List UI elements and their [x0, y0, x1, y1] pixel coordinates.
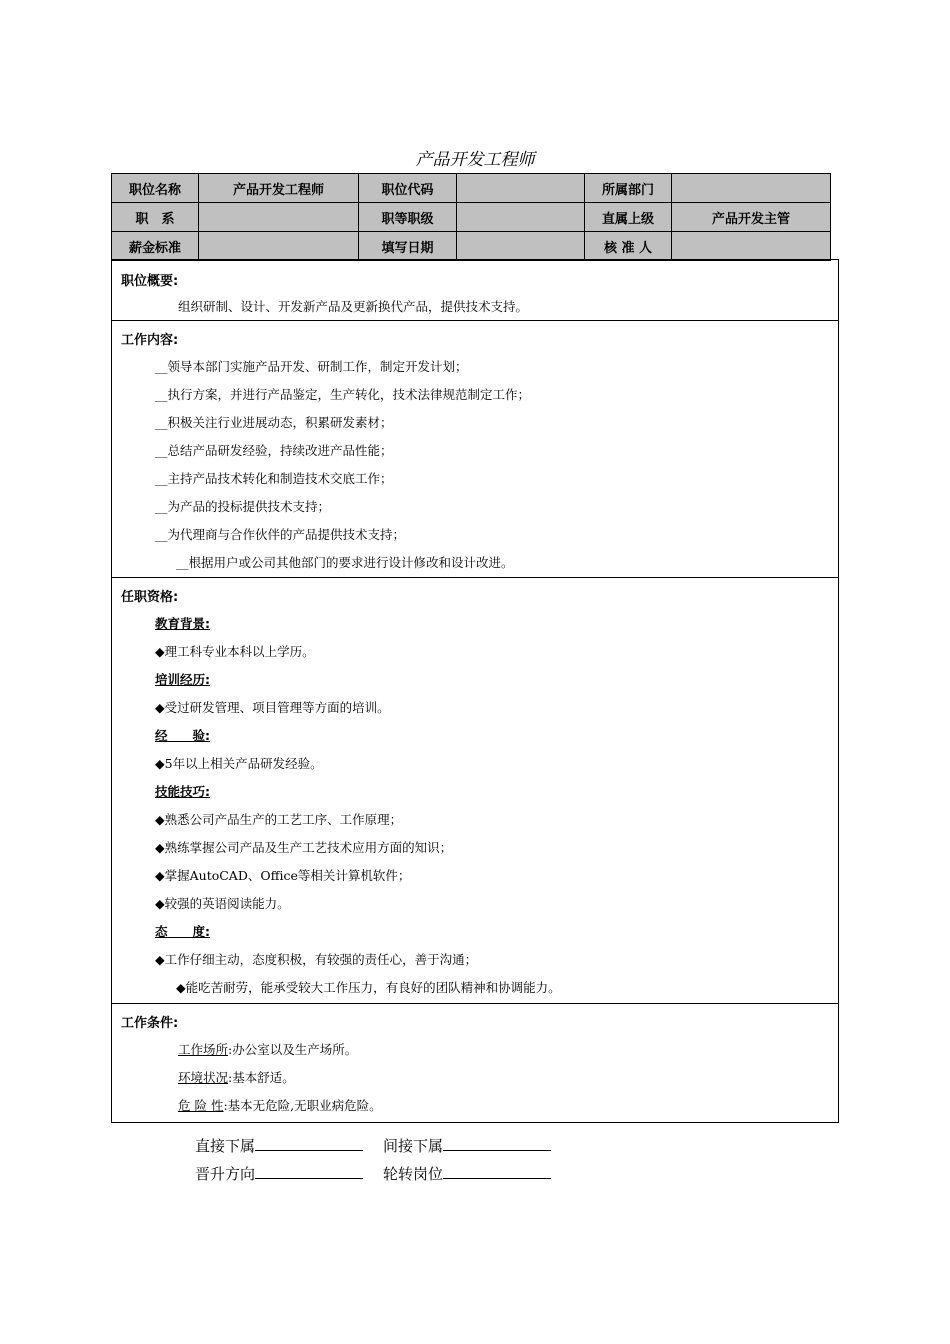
training-text: ◆受过研发管理、项目管理等方面的培训。 [155, 700, 390, 715]
document-title: 产品开发工程师 [415, 150, 535, 170]
content-box [111, 259, 839, 1123]
rotation-blank [443, 1164, 551, 1179]
duty-item: __为产品的投标提供技术支持； [155, 499, 331, 514]
experience-text: ◆5年以上相关产品研发经验。 [155, 756, 323, 771]
direct-sub-label: 直接下属 [195, 1137, 256, 1155]
header-row-2 [112, 203, 831, 232]
workplace-value: :办公室以及生产场所。 [228, 1042, 358, 1057]
direct-sub-blank [255, 1136, 363, 1151]
section-overview [112, 259, 838, 320]
section-duties [112, 320, 838, 577]
duty-item: __执行方案，并进行产品鉴定，生产转化，技术法律规范制定工作； [155, 387, 531, 402]
value-department [672, 174, 831, 203]
experience-label: 经 验: [155, 728, 210, 743]
overview-title: 职位概要: [121, 274, 179, 289]
footer-direct-sub [195, 1135, 363, 1156]
attitude-label: 态 度: [155, 924, 210, 939]
attitude-item: ◆工作仔细主动，态度积极，有较强的责任心，善于沟通； [155, 952, 478, 967]
environment-line [178, 1068, 295, 1086]
indirect-sub-blank [443, 1136, 551, 1151]
duty-item: __积极关注行业进展动态，积累研发素材； [155, 415, 393, 430]
environment-value: :基本舒适。 [228, 1070, 295, 1085]
overview-text: 组织研制、设计、开发新产品及更新换代产品，提供技术支持。 [178, 299, 529, 314]
section-conditions [112, 1003, 838, 1122]
header-table [111, 173, 831, 261]
duty-item: __总结产品研发经验，持续改进产品性能； [155, 443, 393, 458]
value-position-code [457, 174, 585, 203]
header-row-3 [112, 232, 831, 261]
indirect-sub-label: 间接下属 [383, 1137, 444, 1155]
label-position-name: 职位名称 [112, 174, 199, 203]
footer-rotation [383, 1163, 551, 1184]
duty-item: __根据用户或公司其他部门的要求进行设计修改和设计改进。 [176, 555, 514, 570]
value-job-family [199, 203, 359, 232]
qualifications-title: 任职资格: [121, 590, 179, 605]
promotion-label: 晋升方向 [195, 1165, 256, 1183]
value-approver [672, 232, 831, 261]
duty-item: __领导本部门实施产品开发、研制工作，制定开发计划； [155, 359, 468, 374]
risk-line [178, 1096, 382, 1114]
training-label: 培训经历: [155, 672, 210, 687]
label-grade: 职等职级 [359, 203, 457, 232]
value-supervisor: 产品开发主管 [672, 203, 831, 232]
duty-item: __为代理商与合作伙伴的产品提供技术支持； [155, 527, 406, 542]
value-grade [457, 203, 585, 232]
value-salary [199, 232, 359, 261]
footer-indirect-sub [383, 1135, 551, 1156]
skills-label: 技能技巧: [155, 784, 210, 799]
section-qualifications [112, 577, 838, 1003]
conditions-title: 工作条件: [121, 1016, 179, 1031]
label-position-code: 职位代码 [359, 174, 457, 203]
risk-value: :基本无危险,无职业病危险。 [223, 1098, 382, 1113]
duties-title: 工作内容: [121, 333, 179, 348]
label-fill-date: 填写日期 [359, 232, 457, 261]
label-approver: 核 准 人 [585, 232, 672, 261]
value-fill-date [457, 232, 585, 261]
workplace-line [178, 1040, 357, 1058]
label-supervisor: 直属上级 [585, 203, 672, 232]
rotation-label: 轮转岗位 [383, 1165, 444, 1183]
header-row-1 [112, 174, 831, 203]
label-department: 所属部门 [585, 174, 672, 203]
label-job-family: 职 系 [112, 203, 199, 232]
skill-item: ◆熟悉公司产品生产的工艺工序、工作原理； [155, 812, 403, 827]
workplace-label: 工作场所 [178, 1042, 229, 1057]
education-text: ◆理工科专业本科以上学历。 [155, 644, 315, 659]
skill-item: ◆掌握AutoCAD、Office等相关计算机软件； [155, 868, 411, 883]
environment-label: 环境状况 [178, 1070, 229, 1085]
label-salary: 薪金标准 [112, 232, 199, 261]
footer-promotion [195, 1163, 363, 1184]
risk-label: 危 险 性 [178, 1098, 224, 1113]
attitude-item: ◆能吃苦耐劳，能承受较大工作压力，有良好的团队精神和协调能力。 [176, 980, 561, 995]
skill-item: ◆熟练掌握公司产品及生产工艺技术应用方面的知识； [155, 840, 453, 855]
promotion-blank [255, 1164, 363, 1179]
value-position-name: 产品开发工程师 [199, 174, 359, 203]
skill-item: ◆较强的英语阅读能力。 [155, 896, 290, 911]
duty-item: __主持产品技术转化和制造技术交底工作； [155, 471, 393, 486]
education-label: 教育背景: [155, 616, 210, 631]
